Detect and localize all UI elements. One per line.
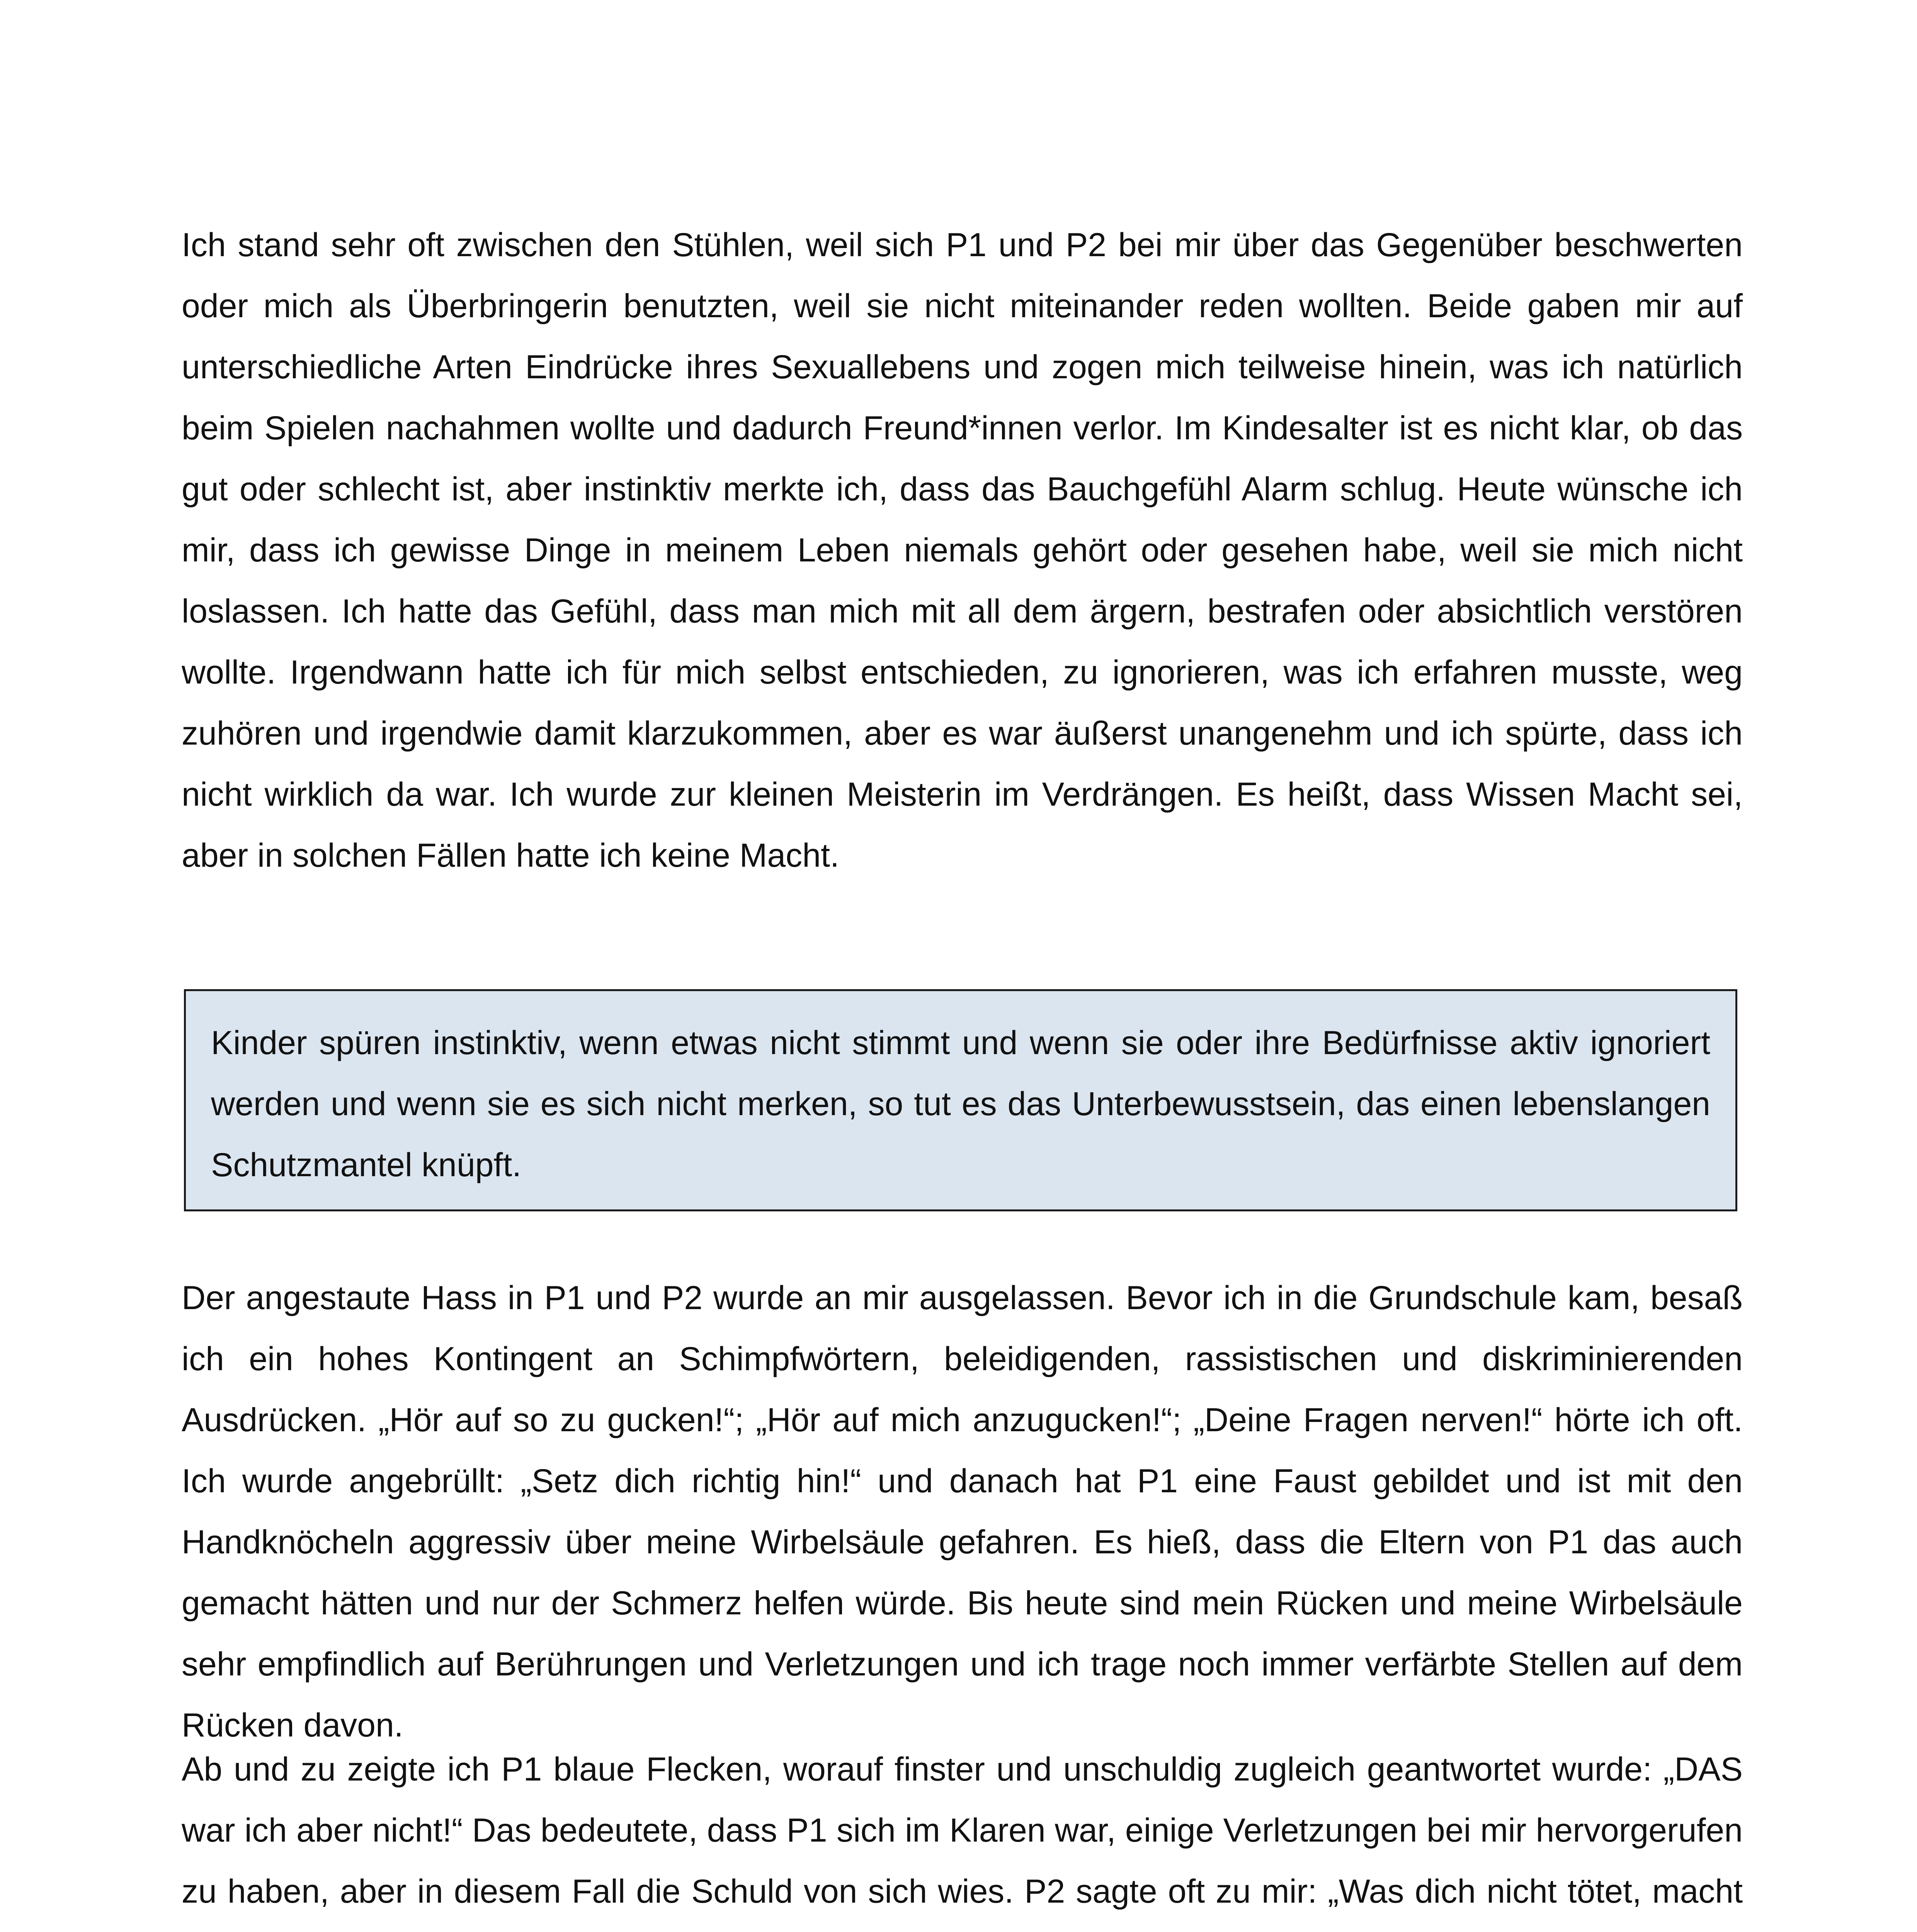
body-paragraph-1: Ich stand sehr oft zwischen den Stühlen, weil sich P1 und P2 bei mir über das Gegenüber beschwerten oder mich als Überbringerin benutzten, weil sie nicht miteinander reden wollten. Beide gaben mir auf unterschiedliche Arten Eindrücke ihres Sexuallebens und zogen mich teilweise hinein, was ich natürlich beim Spielen nachahmen wollte und dadurch Freund*innen verlor. Im Kindesalter ist es nicht klar, ob das gut oder schlecht ist, aber instinktiv merkte ich, dass das Bauchgefühl Alarm schlug. Heute wünsche ich mir, dass ich gewisse Dinge in meinem Leben niemals gehört oder gesehen habe, weil sie mich nicht loslassen. Ich hatte das Gefühl, dass man mich mit all dem ärgern, bestrafen oder absichtlich verstören wollte. Irgendwann hatte ich für mich selbst entschieden, zu ignorieren, was ich erfahren musste, weg zuhören und irgendwie damit klarzukommen, aber es war äußerst unangenehm und ich spürte, dass ich nicht wirklich da war. Ich wurde zur kleinen Meisterin im Verdrängen. Es heißt, dass Wissen Macht sei, aber in solchen Fällen hatte ich keine Macht. — [182, 226, 1743, 874]
body-paragraph-3: Ab und zu zeigte ich P1 blaue Flecken, worauf finster und unschuldig zugleich geantwortet wurde: „DAS war ich aber nicht!“ Das bedeutete, dass P1 sich im Klaren war, einige Verletzungen bei mir hervorgerufen zu haben, aber in diesem Fall die Schuld von sich wies. P2 sagte oft zu mir: „Was dich nicht tötet, macht — [182, 1751, 1743, 1910]
body-paragraph-2: Der angestaute Hass in P1 und P2 wurde an mir ausgelassen. Bevor ich in die Grundschule kam, besaß ich ein hohes Kontingent an Schimpfwörtern, beleidigenden, rassistischen und diskriminierenden Ausdrücken. „Hör auf so zu gucken!“; „Hör auf mich anzugucken!“; „Deine Fragen nerven!“ hörte ich oft. Ich wurde angebrüllt: „Setz dich richtig hin!“ und danach hat P1 eine Faust gebildet und ist mit den Handknöcheln aggressiv über meine Wirbelsäule gefahren. Es hieß, dass die Eltern von P1 das auch gemacht hätten und nur der Schmerz helfen würde. Bis heute sind mein Rücken und meine Wirbelsäule sehr empfindlich auf Berührungen und Verletzungen und ich trage noch immer verfärbte Stellen auf dem Rücken davon. — [182, 1279, 1743, 1744]
callout-box — [184, 989, 1737, 1211]
callout-text: Kinder spüren instinktiv, wenn etwas nicht stimmt und wenn sie oder ihre Bedürfnisse aktiv ignoriert werden und wenn sie es sich nicht merken, so tut es das Unterbewusstsein, das einen lebenslangen Schutzmantel knüpft. — [211, 1024, 1710, 1184]
